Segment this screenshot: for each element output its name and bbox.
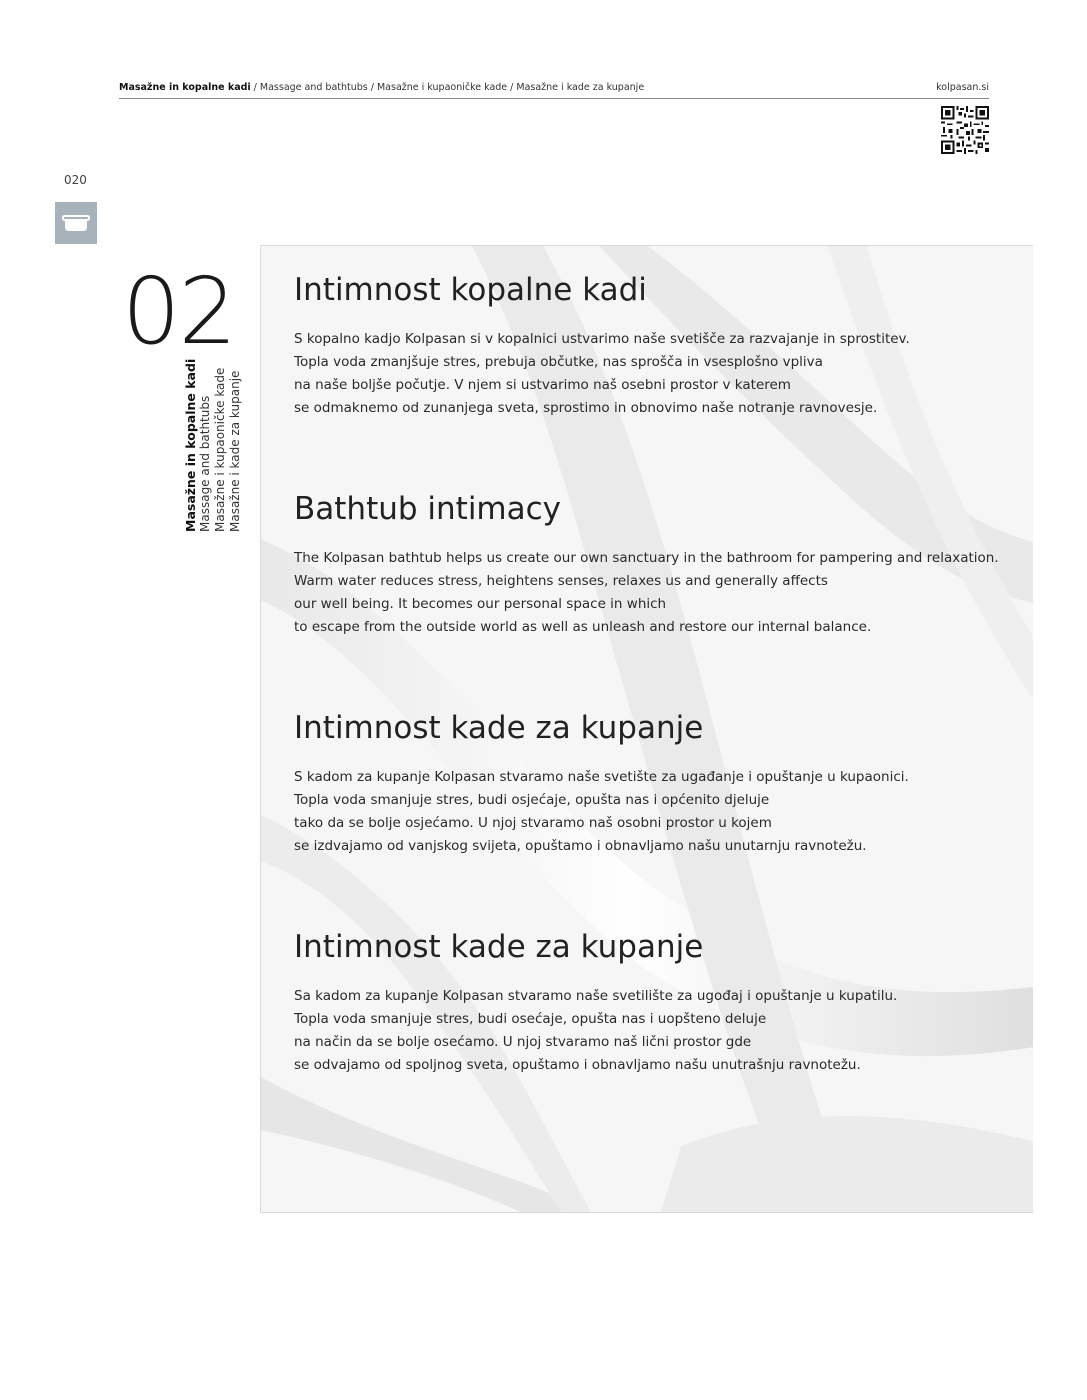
site-url[interactable]: kolpasan.si <box>936 82 989 93</box>
chapter-titles-vertical <box>183 359 243 532</box>
section-hr <box>294 710 1024 858</box>
chapter-title-hr: Masažne i kupaoničke kade <box>213 367 227 532</box>
section-body <box>294 547 1024 639</box>
body-line: S kadom za kupanje Kolpasan stvaramo naše svetište za ugađanje i opuštanje u kupaonici. <box>294 769 909 785</box>
body-line: Topla voda zmanjšuje stres, prebuja občutke, nas sprošča in vsesplošno vpliva <box>294 354 823 370</box>
section-en <box>294 491 1024 639</box>
section-sr <box>294 929 1024 1077</box>
body-line: our well being. It becomes our personal space in which <box>294 596 667 612</box>
qr-code-icon <box>941 106 989 154</box>
body-line: se izdvajamo od vanjskog svijeta, opuštamo i obnavljamo našu unutarnju ravnotežu. <box>294 838 867 854</box>
section-title: Intimnost kade za kupanje <box>294 929 704 965</box>
section-sl <box>294 272 1024 420</box>
body-line: na način da se bolje osećamo. U njoj stvaramo naš lični prostor gde <box>294 1034 752 1050</box>
breadcrumb <box>119 82 644 93</box>
section-body <box>294 766 1024 858</box>
chapter-title-sl: Masažne in kopalne kadi <box>183 358 198 532</box>
chapter-title-sr: Masažne i kade za kupanje <box>228 370 242 532</box>
section-body <box>294 985 1024 1077</box>
body-line: Warm water reduces stress, heightens senses, relaxes us and generally affects <box>294 573 828 589</box>
section-title: Intimnost kopalne kadi <box>294 272 647 308</box>
page-number: 020 <box>64 173 87 187</box>
breadcrumb-primary: Masažne in kopalne kadi <box>119 82 251 93</box>
body-line: se odmaknemo od zunanjega sveta, sprostimo in obnovimo naše notranje ravnovesje. <box>294 400 878 416</box>
body-line: Topla voda smanjuje stres, budi osjećaje, opušta nas i općenito djeluje <box>294 792 770 808</box>
page-header <box>119 82 989 99</box>
section-body <box>294 328 1024 420</box>
content-panel <box>260 245 1033 1213</box>
bathtub-icon <box>62 213 90 233</box>
chapter-tab <box>55 202 97 244</box>
breadcrumb-rest: / Massage and bathtubs / Masažne i kupaoničke kade / Masažne i kade za kupanje <box>250 82 645 93</box>
body-line: Sa kadom za kupanje Kolpasan stvaramo naše svetilište za ugođaj i opuštanje u kupatilu. <box>294 988 898 1004</box>
section-title: Bathtub intimacy <box>294 491 562 527</box>
body-line: to escape from the outside world as well as unleash and restore our internal balance. <box>294 619 872 635</box>
body-line: The Kolpasan bathtub helps us create our own sanctuary in the bathroom for pampering and relaxation. <box>294 550 999 566</box>
body-line: S kopalno kadjo Kolpasan si v kopalnici ustvarimo naše svetišče za razvajanje in sprostitev. <box>294 331 910 347</box>
chapter-number: 02 <box>122 258 236 365</box>
chapter-title-en: Massage and bathtubs <box>198 395 212 532</box>
section-title: Intimnost kade za kupanje <box>294 710 704 746</box>
body-line: se odvajamo od spoljnog sveta, opuštamo i obnavljamo našu unutrašnju ravnotežu. <box>294 1057 861 1073</box>
body-line: Topla voda smanjuje stres, budi osećaje, opušta nas i uopšteno deluje <box>294 1011 767 1027</box>
body-line: na naše boljše počutje. V njem si ustvarimo naš osebni prostor v katerem <box>294 377 791 393</box>
body-line: tako da se bolje osjećamo. U njoj stvaramo naš osobni prostor u kojem <box>294 815 772 831</box>
